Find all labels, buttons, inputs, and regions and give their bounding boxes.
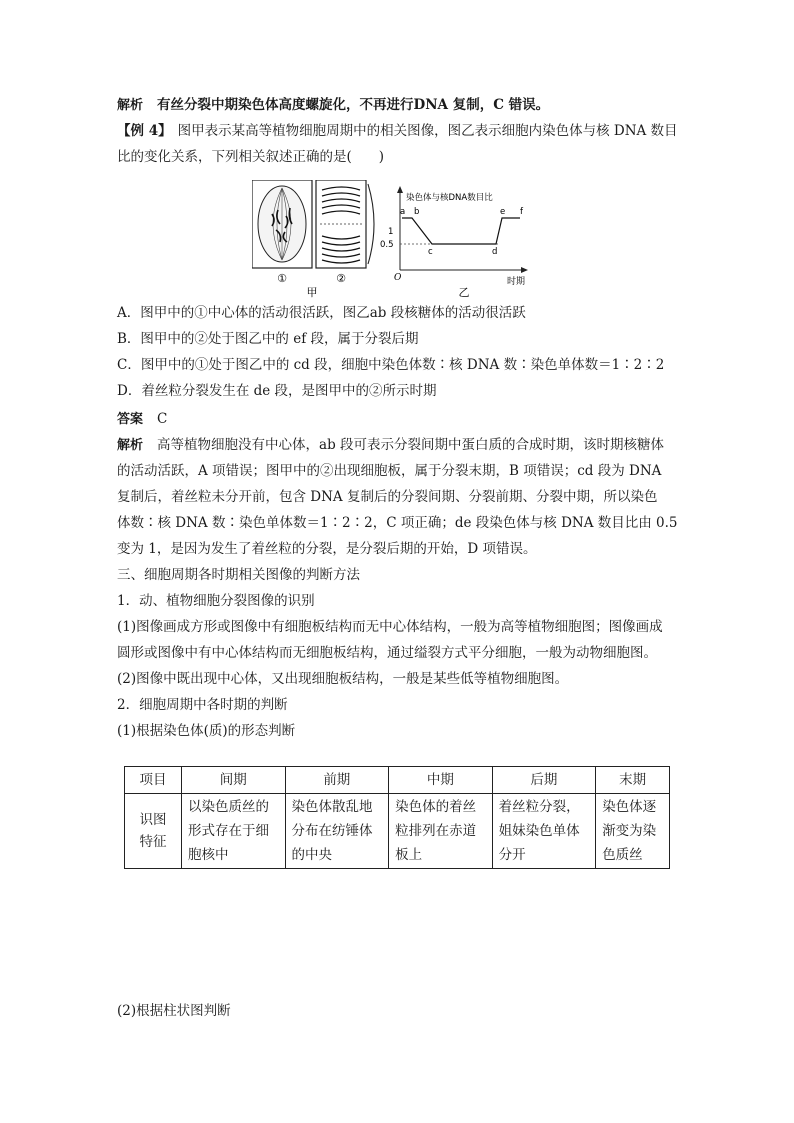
point-label-b: b: [414, 207, 420, 217]
option-c: C．图甲中的①处于图乙中的 cd 段，细胞中染色体数∶核 DNA 数∶染色单体数＝1∶2∶2: [117, 357, 665, 373]
answer-line: [117, 408, 167, 431]
table-header-cell: 末期: [596, 767, 670, 794]
subsection-2-part-2: (2)根据柱状图判断: [117, 1003, 231, 1019]
table-header-cell: 项目: [125, 767, 182, 794]
table-cell-interphase: [182, 794, 286, 869]
graph-y-label: 染色体与核DNA数目比: [406, 193, 493, 203]
ratio-series-line: [402, 218, 520, 244]
row-head-line: 识图: [139, 812, 167, 828]
yi-caption: 乙: [458, 286, 470, 298]
example-question-text: 图甲表示某高等植物细胞周期中的相关图像，图乙表示细胞内染色体与核 DNA 数目: [177, 123, 678, 139]
origin-label: O: [394, 273, 402, 283]
cell-cycle-table: [124, 766, 670, 869]
table-header-cell: 前期: [285, 767, 389, 794]
jia-caption: 甲: [306, 286, 318, 298]
subsection-2-part-1: (1)根据染色体(质)的形态判断: [117, 723, 296, 739]
table-row-head: [125, 794, 182, 869]
table-cell-prophase: [285, 794, 389, 869]
point-label-a: a: [400, 207, 406, 217]
option-b: B．图甲中的②处于图乙中的 ef 段，属于分裂后期: [117, 331, 419, 347]
cell2-label: ②: [336, 272, 346, 285]
cell-line: 染色体的着丝: [395, 799, 477, 815]
subsection-2-heading: 2．细胞周期中各时期的判断: [117, 697, 288, 713]
table-cell-metaphase: [389, 794, 493, 869]
option-d: D．着丝粒分裂发生在 de 段，是图甲中的②所示时期: [117, 383, 437, 399]
cell-line: 渐变为染: [602, 823, 657, 839]
analysis-line-4: 体数∶核 DNA 数∶染色单体数＝1∶2∶2，C 项正确；de 段染色体与核 DNA 数目比由 0.5: [117, 515, 678, 531]
table-cell-anaphase: [492, 794, 596, 869]
cell-line: 胞核中: [188, 847, 229, 863]
x-axis-arrow: [521, 267, 528, 273]
figure-jia-yi: [252, 180, 532, 298]
analysis-keyword: 解析: [117, 438, 144, 453]
analysis-line-1: [117, 434, 664, 457]
x-axis-label: 时期: [506, 277, 526, 287]
analysis-line-5: 变为 1，是因为发生了着丝粒的分裂，是分裂后期的开始，D 项错误。: [117, 541, 537, 557]
graph-yi: [380, 186, 528, 287]
cell-line: 以染色质丝的: [188, 799, 269, 815]
cell-line: 染色体逐: [602, 799, 657, 815]
cell-line: 色质丝: [602, 847, 643, 863]
table-row: [125, 794, 670, 869]
answer-keyword: 答案: [117, 412, 144, 427]
cell-line: 染色体散乱地: [291, 799, 373, 815]
cell1-label: ①: [277, 272, 287, 285]
cell-line: 分开: [498, 847, 526, 863]
cell-line: 姐妹染色单体: [498, 823, 580, 839]
cell-line: 的中央: [291, 847, 333, 863]
subsection-1-para-c: (2)图像中既出现中心体，又出现细胞板结构，一般是某些低等植物细胞图。: [117, 671, 569, 687]
analysis-text-1: 高等植物细胞没有中心体，ab 段可表示分裂间期中蛋白质的合成时期，该时期核糖体: [157, 437, 664, 453]
cell2-outline-right: [368, 184, 374, 264]
table-header-row: [125, 767, 670, 794]
point-label-e: e: [500, 207, 506, 217]
example-label: 【例 4】: [117, 123, 172, 139]
y-axis-arrow: [397, 186, 403, 193]
point-label-c: c: [428, 247, 433, 257]
table-header-cell: 后期: [492, 767, 596, 794]
table-header-cell: 中期: [389, 767, 493, 794]
option-a: A．图甲中的①中心体的活动很活跃，图乙ab 段核糖体的活动很活跃: [117, 305, 526, 321]
y-tick-05: 0.5: [380, 240, 394, 250]
explanation-keyword: 解析: [117, 98, 144, 113]
subsection-1-para-b: 圆形或图像中有中心体结构而无细胞板结构，通过缢裂方式平分细胞，一般为动物细胞图。: [117, 645, 657, 661]
analysis-line-3: 复制后，着丝粒未分开前，包含 DNA 复制后的分裂间期、分裂前期、分裂中期，所以染色: [117, 489, 658, 505]
cell-line: 分布在纺锤体: [291, 823, 373, 839]
table-cell-telophase: [596, 794, 670, 869]
point-label-d: d: [492, 247, 498, 257]
answer-value: C: [157, 411, 168, 427]
cell-line: 板上: [395, 847, 423, 863]
analysis-line-2: 的活动活跃，A 项错误；图甲中的②出现细胞板，属于分裂末期，B 项错误；cd 段为 DNA: [117, 463, 662, 479]
cell-line: 着丝粒分裂，: [498, 799, 580, 815]
example-heading-line: [117, 120, 678, 142]
section-3-heading: 三、细胞周期各时期相关图像的判断方法: [117, 567, 360, 583]
cell-line: 粒排列在赤道: [395, 823, 477, 839]
row-head-line: 特征: [139, 834, 167, 850]
cell-line: 形式存在于细: [188, 823, 269, 839]
table-header-cell: 间期: [182, 767, 286, 794]
explanation-line: [117, 94, 549, 117]
subsection-1-para-a: (1)图像画成方形或图像中有细胞板结构而无中心体结构，一般为高等植物细胞图；图像画成: [117, 619, 663, 635]
y-tick-1: 1: [388, 227, 394, 237]
example-question-line2: 比的变化关系，下列相关叙述正确的是( ): [117, 149, 385, 165]
explanation-text: 有丝分裂中期染色体高度螺旋化，不再进行DNA 复制，C 错误。: [157, 97, 550, 113]
point-label-f: f: [520, 207, 523, 217]
subsection-1-heading: 1．动、植物细胞分裂图像的识别: [117, 593, 315, 609]
